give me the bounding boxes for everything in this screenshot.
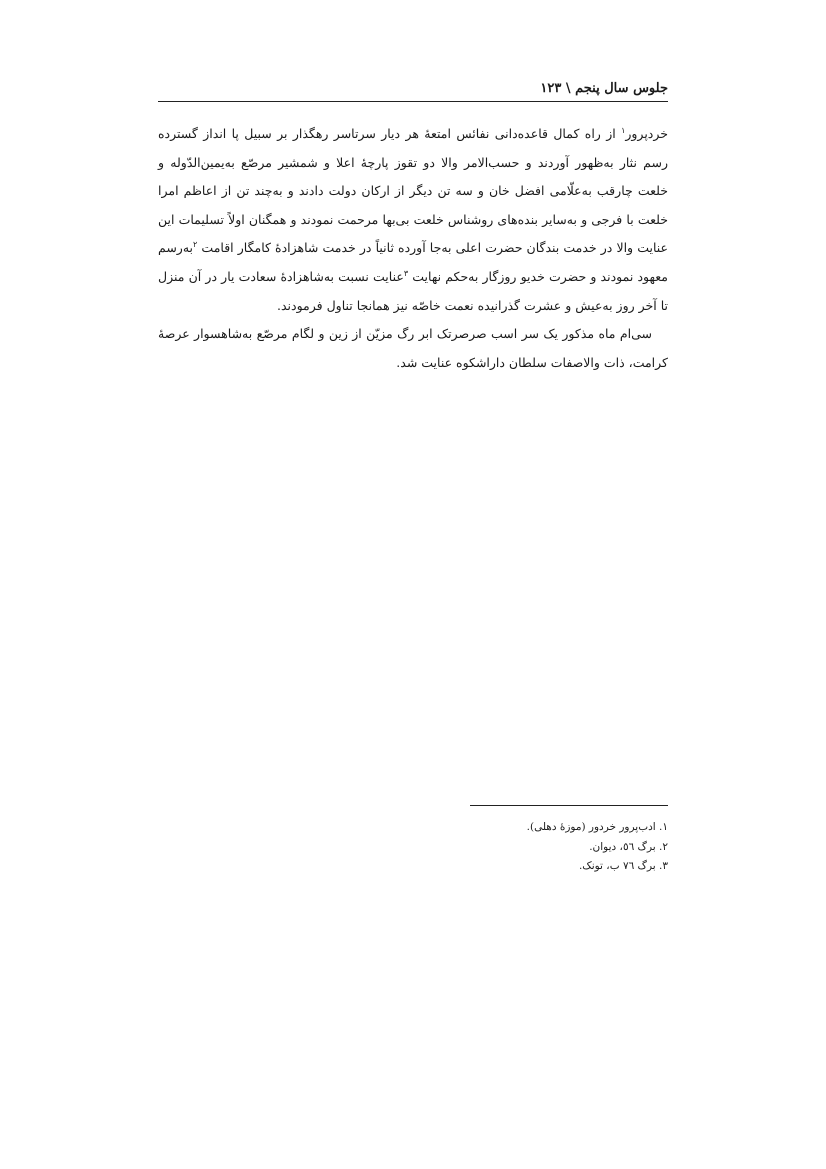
footnote-marker-3: ۳ [403,268,409,278]
footnote-2: ۲. برگ ٥٦، دیوان. [589,840,668,853]
paragraph-1-segment-4: عنایت نسبت به‌شاهزادهٔ سعادت یار در آن منزل تا آخر روز به‌عیش و عشرت گذرانیده نعمت خاصّه نیز همانجا تناول فرمودند. [158,268,668,313]
footnote-marker-1: ۱ [621,125,626,135]
footnote-marker-2: ۲ [193,240,198,250]
paragraph-1-segment-3: به‌رسم معهود نمودند و حضرت خدیو روزگار به‌حکم نهایت [158,240,668,284]
paragraph-1-segment-1: خردپرور [625,126,668,141]
footnote-1: ۱. ادب‌پرور خردور (موزهٔ دهلی). [526,821,668,833]
footnote-rule [470,805,668,806]
paragraph-1-segment-2: از راه کمال قاعده‌دانی نفائس امتعهٔ هر دیار سرتاسر رهگذار بر سبیل پا انداز گسترده رسم نثار به‌ظهور آوردند و حسب‌الامر والا دو تقوز پارچهٔ اعلا و شمشیر مرصّع به‌یمین‌الدّوله و خلعت چارقب به‌علّامی افضل خان و سه تن دیگر از ارکان دولت دادند و به‌چند تن از اعاظم امرا خلعت با فرجی و به‌سایر بنده‌های روشناس خلعت بی‌بها مرحمت نمودند و همگنان اولاً تسلیمات این عنایت والا در خدمت بندگان حضرت اعلی به‌جا آورده ثانیاً در خدمت شاهزادهٔ کامگار اقامت [158,126,668,256]
main-text [158,120,668,377]
paragraph-1 [158,120,668,320]
running-header: جلوس سال پنجم \ ۱۲۳ [540,81,668,96]
paragraph-2: سی‌ام ماه مذکور یک سر اسب صرصرتک ابر رگ مزیّن از زین و لگام مرصّع به‌شاهسوار عرصهٔ کرامت، ذات والاصفات سلطان داراشکوه عنایت شد. [158,326,668,370]
footnote-3: ۳. برگ ۷٦ ب، تونک. [578,860,668,872]
footnotes [158,818,668,877]
header-rule [158,101,668,102]
